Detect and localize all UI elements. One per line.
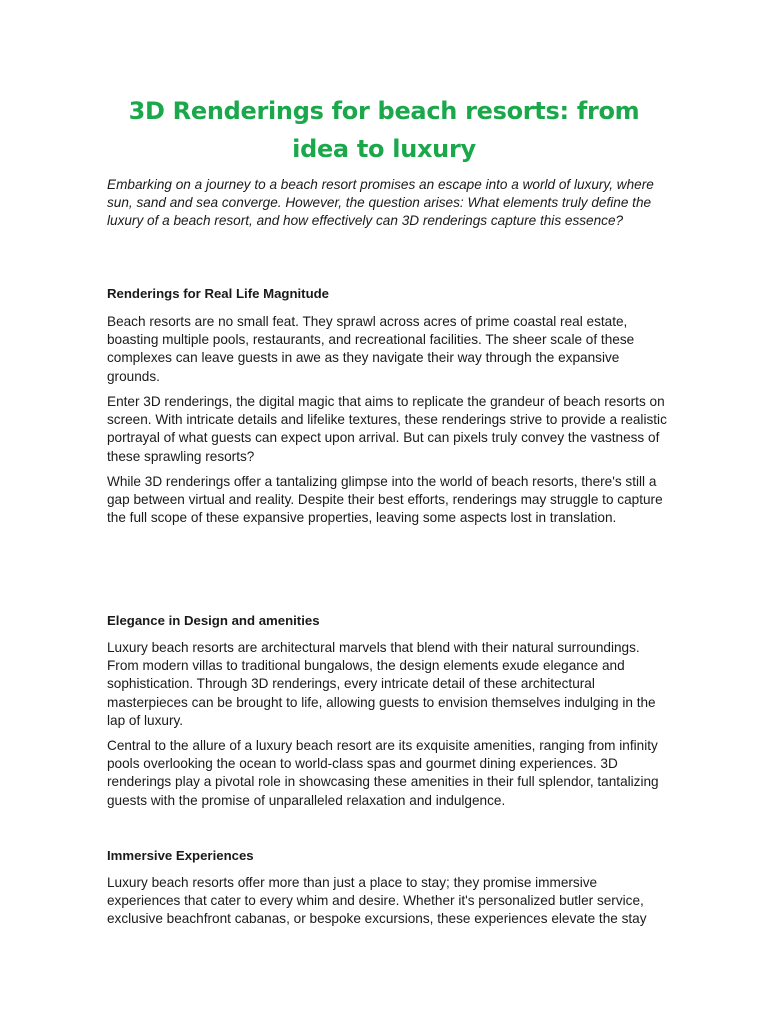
section-heading-magnitude: Renderings for Real Life Magnitude	[107, 286, 330, 301]
paragraph: Luxury beach resorts offer more than just a place to stay; they promise immersive experiences that cater to every whim and desire. Whether it's personalized butler service, exclusive beachfront cabanas, or bespoke excursions, these experiences elevate the stay	[107, 875, 647, 927]
section-heading-elegance: Elegance in Design and amenities	[107, 613, 320, 628]
paragraph: Luxury beach resorts are architectural marvels that blend with their natural surroundings. From modern villas to traditional bungalows, the design elements exude elegance and sophistication. Through 3D renderings, every intricate detail of these architectural masterpieces can be brought to life, allowing guests to envision themselves indulging in the lap of luxury.	[107, 640, 656, 728]
section-heading-immersive: Immersive Experiences	[107, 848, 254, 863]
paragraph: Central to the allure of a luxury beach resort are its exquisite amenities, ranging from infinity pools overlooking the ocean to world-class spas and gourmet dining experiences. 3D renderings play a pivotal role in showcasing these amenities in their full splendor, tantalizing guests with the promise of unparalleled relaxation and indulgence.	[107, 738, 659, 808]
page-title: 3D Renderings for beach resorts: from idea to luxury	[128, 97, 640, 163]
paragraph: Enter 3D renderings, the digital magic that aims to replicate the grandeur of beach resorts on screen. With intricate details and lifelike textures, these renderings strive to provide a realistic portrayal of what guests can expect upon arrival. But can pixels truly convey the vastness of these sprawling resorts?	[107, 394, 667, 464]
paragraph: Beach resorts are no small feat. They sprawl across acres of prime coastal real estate, boasting multiple pools, restaurants, and recreational facilities. The sheer scale of these complexes can leave guests in awe as they navigate their way through the expansive grounds.	[107, 314, 635, 384]
intro-paragraph: Embarking on a journey to a beach resort promises an escape into a world of luxury, where sun, sand and sea converge. However, the question arises: What elements truly define the luxury of a beach resort, and how effectively can 3D renderings capture this essence?	[107, 177, 654, 229]
paragraph: While 3D renderings offer a tantalizing glimpse into the world of beach resorts, there's still a gap between virtual and reality. Despite their best efforts, renderings may struggle to capture the full scope of these expansive properties, leaving some aspects lost in translation.	[107, 474, 663, 526]
